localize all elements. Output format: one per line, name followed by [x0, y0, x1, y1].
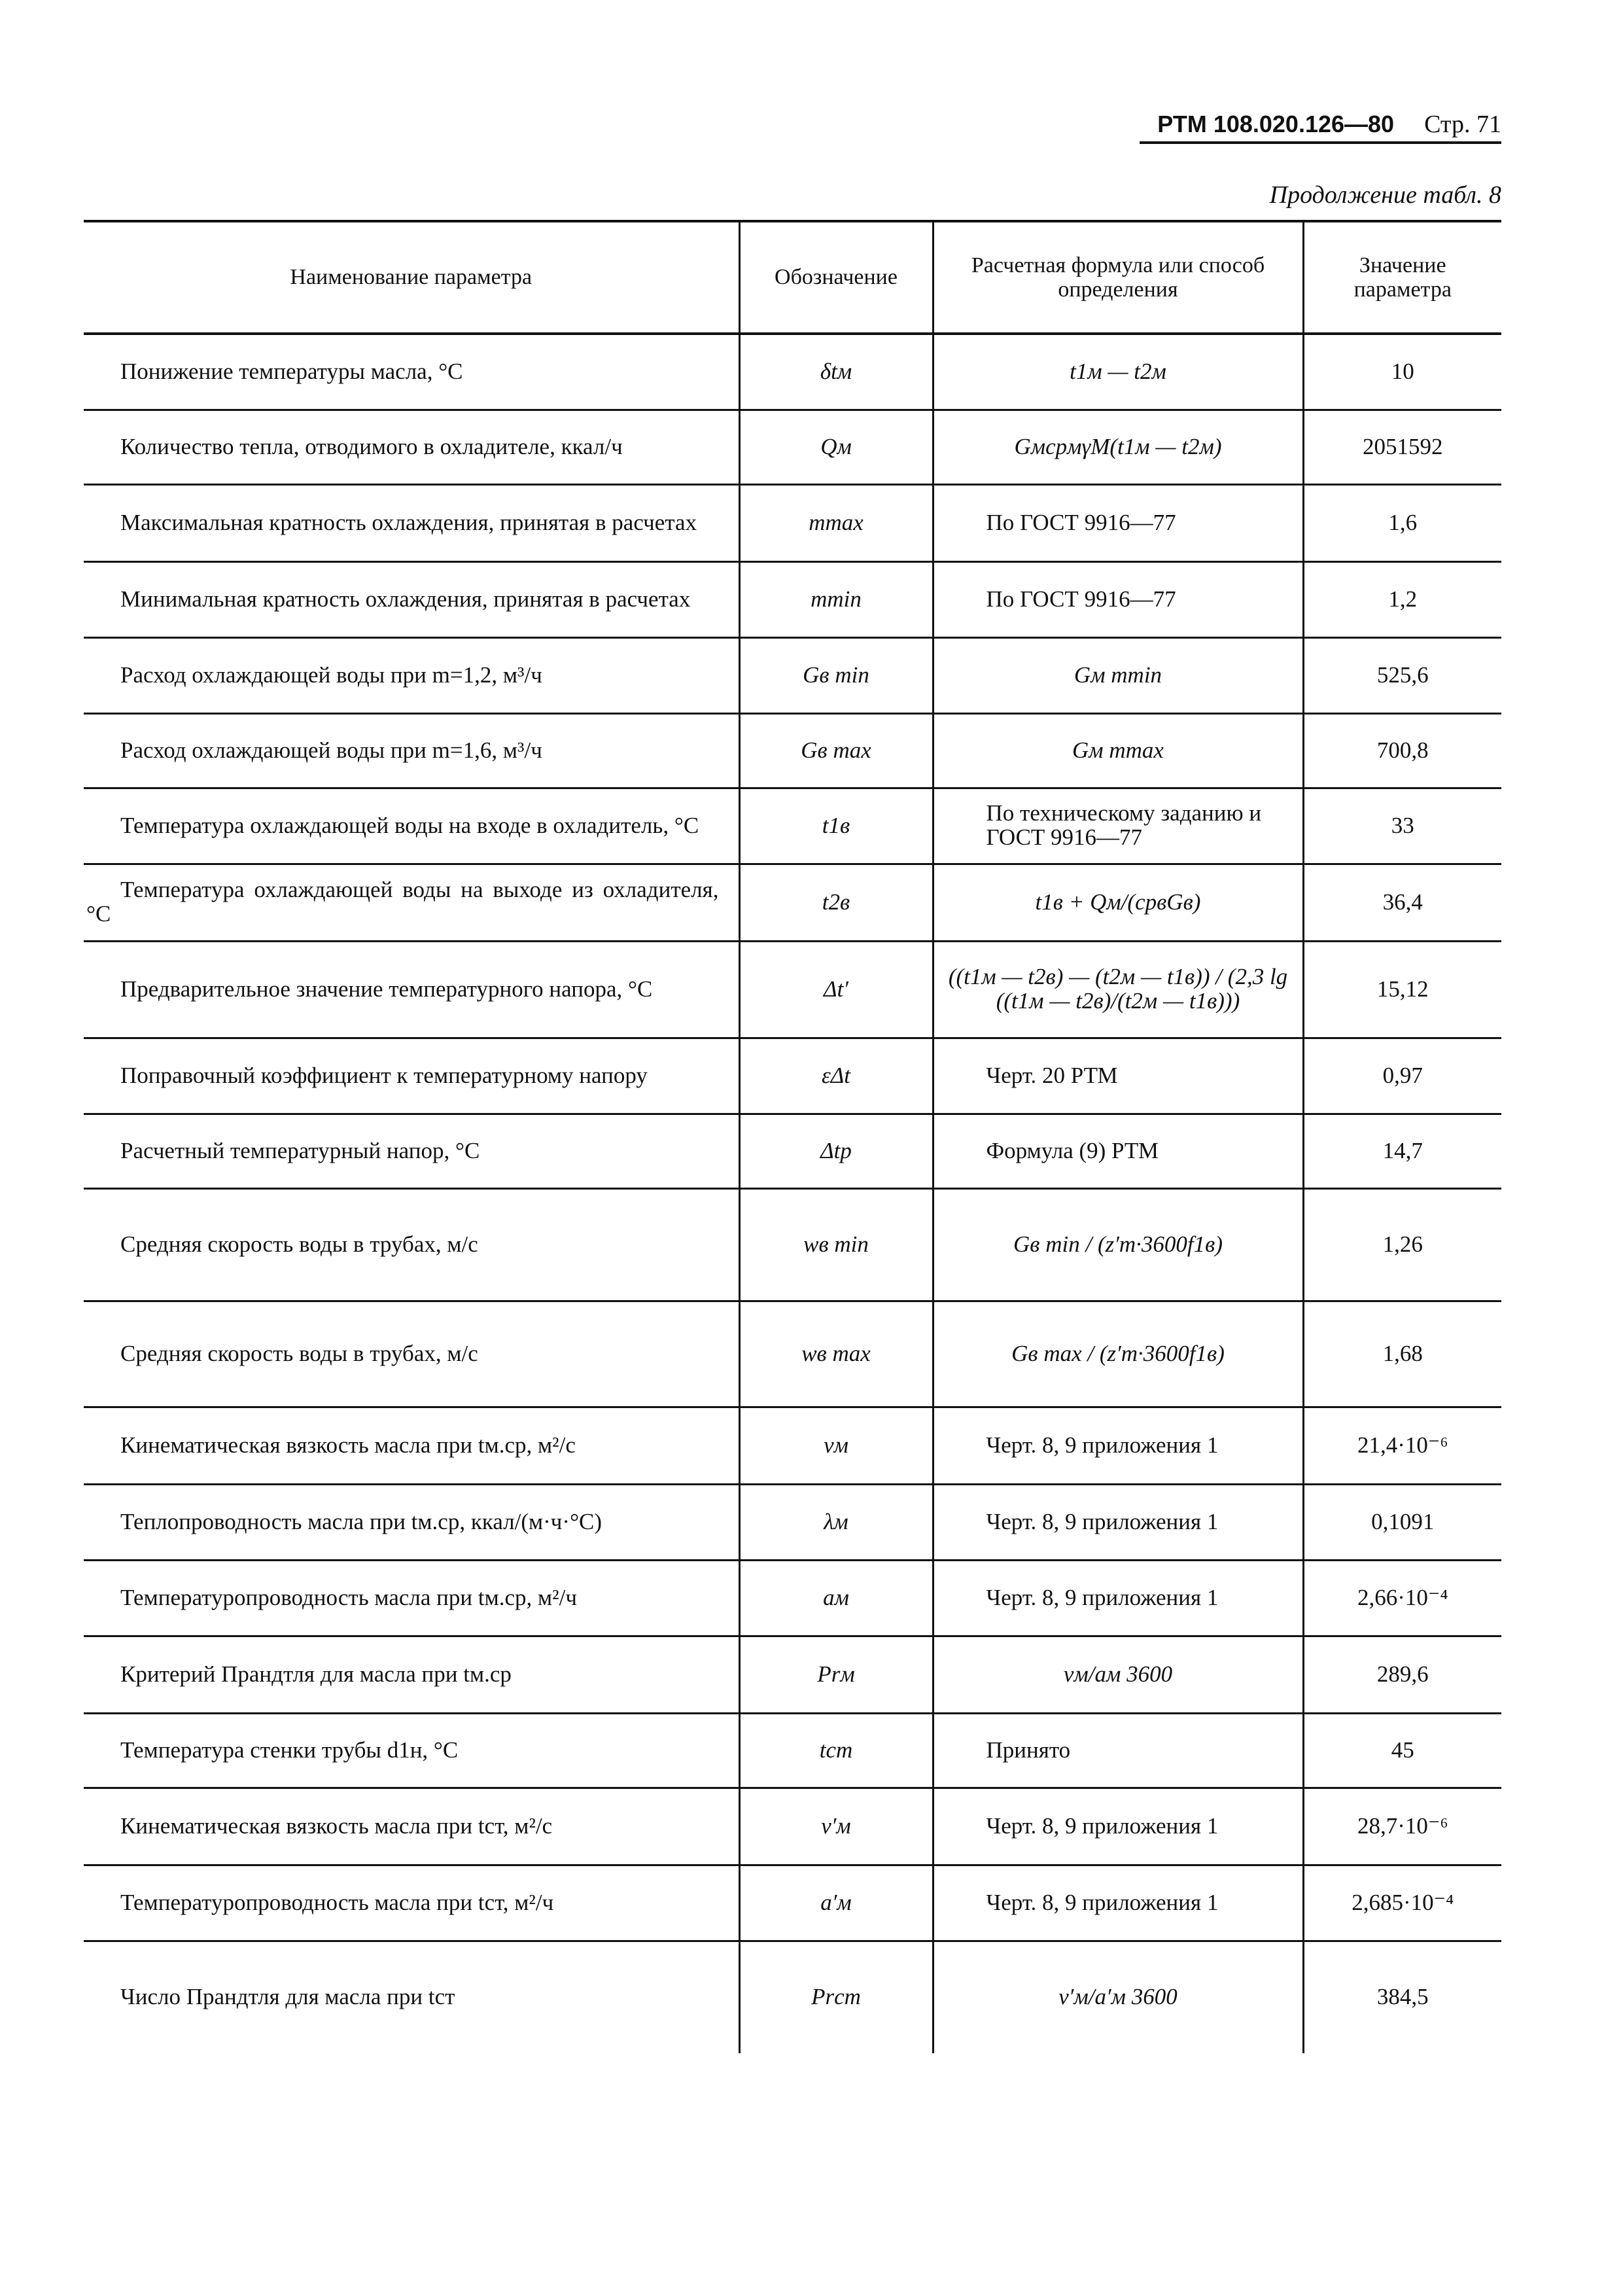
parameter-formula-cell: По ГОСТ 9916—77: [933, 561, 1303, 637]
parameter-value-cell: 45: [1303, 1713, 1501, 1788]
parameter-name-cell: Критерий Прандтля для масла при tм.ср: [84, 1636, 739, 1713]
table-header-row: [84, 221, 1501, 334]
parameter-symbol-cell: Prст: [739, 1941, 933, 2053]
table-row: [84, 1301, 1501, 1407]
parameter-name-cell: Кинематическая вязкость масла при tм.ср, м²/с: [84, 1407, 739, 1484]
parameter-name-cell: Поправочный коэффициент к температурному напору: [84, 1038, 739, 1114]
parameter-name-cell: Максимальная кратность охлаждения, принятая в расчетах: [84, 484, 739, 561]
parameter-name-cell: Понижение температуры масла, °С: [84, 334, 739, 410]
parameter-symbol-cell: t1в: [739, 788, 933, 864]
parameter-formula-cell: Gв min / (z′т·3600f1в): [933, 1188, 1303, 1301]
parameter-symbol-cell: Qм: [739, 410, 933, 484]
parameter-formula-cell: Gм mmin: [933, 637, 1303, 713]
parameter-formula-cell: Gв max / (z′т·3600f1в): [933, 1301, 1303, 1407]
parameter-name-cell: Кинематическая вязкость масла при tст, м²/с: [84, 1788, 739, 1865]
parameter-symbol-cell: νм: [739, 1407, 933, 1484]
table-row: [84, 1941, 1501, 2053]
header-rule: [1140, 141, 1501, 144]
parameter-symbol-cell: mmin: [739, 561, 933, 637]
parameter-formula-cell: t1в + Qм/(cpвGв): [933, 864, 1303, 941]
parameter-name-cell: Количество тепла, отводимого в охладителе, ккал/ч: [84, 410, 739, 484]
parameter-formula-cell: Формула (9) РТМ: [933, 1114, 1303, 1188]
parameter-name-cell: Средняя скорость воды в трубах, м/с: [84, 1301, 739, 1407]
parameter-formula-cell: По ГОСТ 9916—77: [933, 484, 1303, 561]
column-header-formula: Расчетная формула или способ определения: [933, 221, 1303, 334]
table-row: [84, 1038, 1501, 1114]
table-row: [84, 334, 1501, 410]
table-row: [84, 1188, 1501, 1301]
parameter-name-cell: Температура стенки трубы d1н, °С: [84, 1713, 739, 1788]
parameter-symbol-cell: aм: [739, 1560, 933, 1636]
table-row: [84, 864, 1501, 941]
table-row: [84, 788, 1501, 864]
column-header-value: Значение параметра: [1303, 221, 1501, 334]
table-row: [84, 1788, 1501, 1865]
parameter-value-cell: 1,2: [1303, 561, 1501, 637]
parameter-symbol-cell: εΔt: [739, 1038, 933, 1114]
parameter-formula-cell: Gм mmax: [933, 713, 1303, 788]
parameter-formula-cell: ν′м/a′м 3600: [933, 1941, 1303, 2053]
table-row: [84, 1407, 1501, 1484]
parameter-value-cell: 384,5: [1303, 1941, 1501, 2053]
parameter-formula-cell: νм/aм 3600: [933, 1636, 1303, 1713]
parameter-value-cell: 2,685·10⁻⁴: [1303, 1865, 1501, 1941]
parameter-value-cell: 1,6: [1303, 484, 1501, 561]
parameter-formula-cell: Черт. 8, 9 приложения 1: [933, 1484, 1303, 1560]
parameter-value-cell: 1,68: [1303, 1301, 1501, 1407]
parameter-name-cell: Расход охлаждающей воды при m=1,6, м³/ч: [84, 713, 739, 788]
parameter-value-cell: 10: [1303, 334, 1501, 410]
parameter-symbol-cell: wв max: [739, 1301, 933, 1407]
parameter-name-cell: Минимальная кратность охлаждения, принятая в расчетах: [84, 561, 739, 637]
parameter-symbol-cell: a′м: [739, 1865, 933, 1941]
parameter-symbol-cell: Gв min: [739, 637, 933, 713]
parameter-name-cell: Средняя скорость воды в трубах, м/с: [84, 1188, 739, 1301]
parameter-formula-cell: Черт. 8, 9 приложения 1: [933, 1788, 1303, 1865]
parameter-formula-cell: Черт. 20 РТМ: [933, 1038, 1303, 1114]
parameter-value-cell: 33: [1303, 788, 1501, 864]
table-row: [84, 941, 1501, 1038]
column-header-symbol: Обозначение: [739, 221, 933, 334]
table-row: [84, 410, 1501, 484]
table-row: [84, 1865, 1501, 1941]
parameter-name-cell: Температуропроводность масла при tст, м²/ч: [84, 1865, 739, 1941]
parameter-formula-cell: GмcpмγM(t1м — t2м): [933, 410, 1303, 484]
parameter-symbol-cell: Gв max: [739, 713, 933, 788]
parameter-name-cell: Расход охлаждающей воды при m=1,2, м³/ч: [84, 637, 739, 713]
column-header-name: Наименование параметра: [84, 221, 739, 334]
parameter-symbol-cell: Prм: [739, 1636, 933, 1713]
parameter-formula-cell: Принято: [933, 1713, 1303, 1788]
table-row: [84, 561, 1501, 637]
parameter-name-cell: Расчетный температурный напор, °С: [84, 1114, 739, 1188]
table-row: [84, 484, 1501, 561]
parameter-symbol-cell: mmax: [739, 484, 933, 561]
parameter-value-cell: 2051592: [1303, 410, 1501, 484]
parameter-value-cell: 2,66·10⁻⁴: [1303, 1560, 1501, 1636]
parameter-symbol-cell: ν′м: [739, 1788, 933, 1865]
parameter-formula-cell: ((t1м — t2в) — (t2м — t1в)) / (2,3 lg ((t1м — t2в)/(t2м — t1в))): [933, 941, 1303, 1038]
parameter-name-cell: Теплопроводность масла при tм.ср, ккал/(м·ч·°С): [84, 1484, 739, 1560]
parameter-formula-cell: Черт. 8, 9 приложения 1: [933, 1560, 1303, 1636]
page-number: Стр. 71: [1424, 111, 1501, 138]
parameter-symbol-cell: Δt′: [739, 941, 933, 1038]
table-row: [84, 1636, 1501, 1713]
table-row: [84, 1713, 1501, 1788]
parameter-symbol-cell: λм: [739, 1484, 933, 1560]
parameter-value-cell: 289,6: [1303, 1636, 1501, 1713]
table-continuation-label: Продолжение табл. 8: [1269, 181, 1501, 209]
document-code: РТМ 108.020.126—80: [1157, 111, 1395, 137]
parameter-value-cell: 0,97: [1303, 1038, 1501, 1114]
parameters-table: [84, 220, 1501, 2053]
parameter-symbol-cell: t2в: [739, 864, 933, 941]
table-row: [84, 1484, 1501, 1560]
parameter-value-cell: 700,8: [1303, 713, 1501, 788]
parameter-name-cell: Температура охлаждающей воды на входе в охладитель, °С: [84, 788, 739, 864]
parameter-formula-cell: t1м — t2м: [933, 334, 1303, 410]
table-row: [84, 713, 1501, 788]
parameter-value-cell: 28,7·10⁻⁶: [1303, 1788, 1501, 1865]
page-header: [1157, 110, 1501, 139]
parameter-value-cell: 15,12: [1303, 941, 1501, 1038]
parameter-symbol-cell: tст: [739, 1713, 933, 1788]
table-row: [84, 1560, 1501, 1636]
parameter-symbol-cell: Δtр: [739, 1114, 933, 1188]
parameter-value-cell: 14,7: [1303, 1114, 1501, 1188]
table-row: [84, 637, 1501, 713]
parameter-name-cell: Температуропроводность масла при tм.ср, м²/ч: [84, 1560, 739, 1636]
parameter-value-cell: 1,26: [1303, 1188, 1501, 1301]
parameter-formula-cell: Черт. 8, 9 приложения 1: [933, 1865, 1303, 1941]
parameter-symbol-cell: wв min: [739, 1188, 933, 1301]
parameter-formula-cell: По техническому заданию и ГОСТ 9916—77: [933, 788, 1303, 864]
parameter-value-cell: 525,6: [1303, 637, 1501, 713]
parameter-value-cell: 0,1091: [1303, 1484, 1501, 1560]
parameter-symbol-cell: δtм: [739, 334, 933, 410]
table-row: [84, 1114, 1501, 1188]
parameter-formula-cell: Черт. 8, 9 приложения 1: [933, 1407, 1303, 1484]
parameter-name-cell: Число Прандтля для масла при tст: [120, 1984, 455, 2010]
parameter-name-cell: Температура охлаждающей воды на выходе из охладителя, °С: [84, 864, 739, 941]
parameter-value-cell: 36,4: [1303, 864, 1501, 941]
parameter-value-cell: 21,4·10⁻⁶: [1303, 1407, 1501, 1484]
parameter-name-cell: Предварительное значение температурного напора, °С: [84, 941, 739, 1038]
